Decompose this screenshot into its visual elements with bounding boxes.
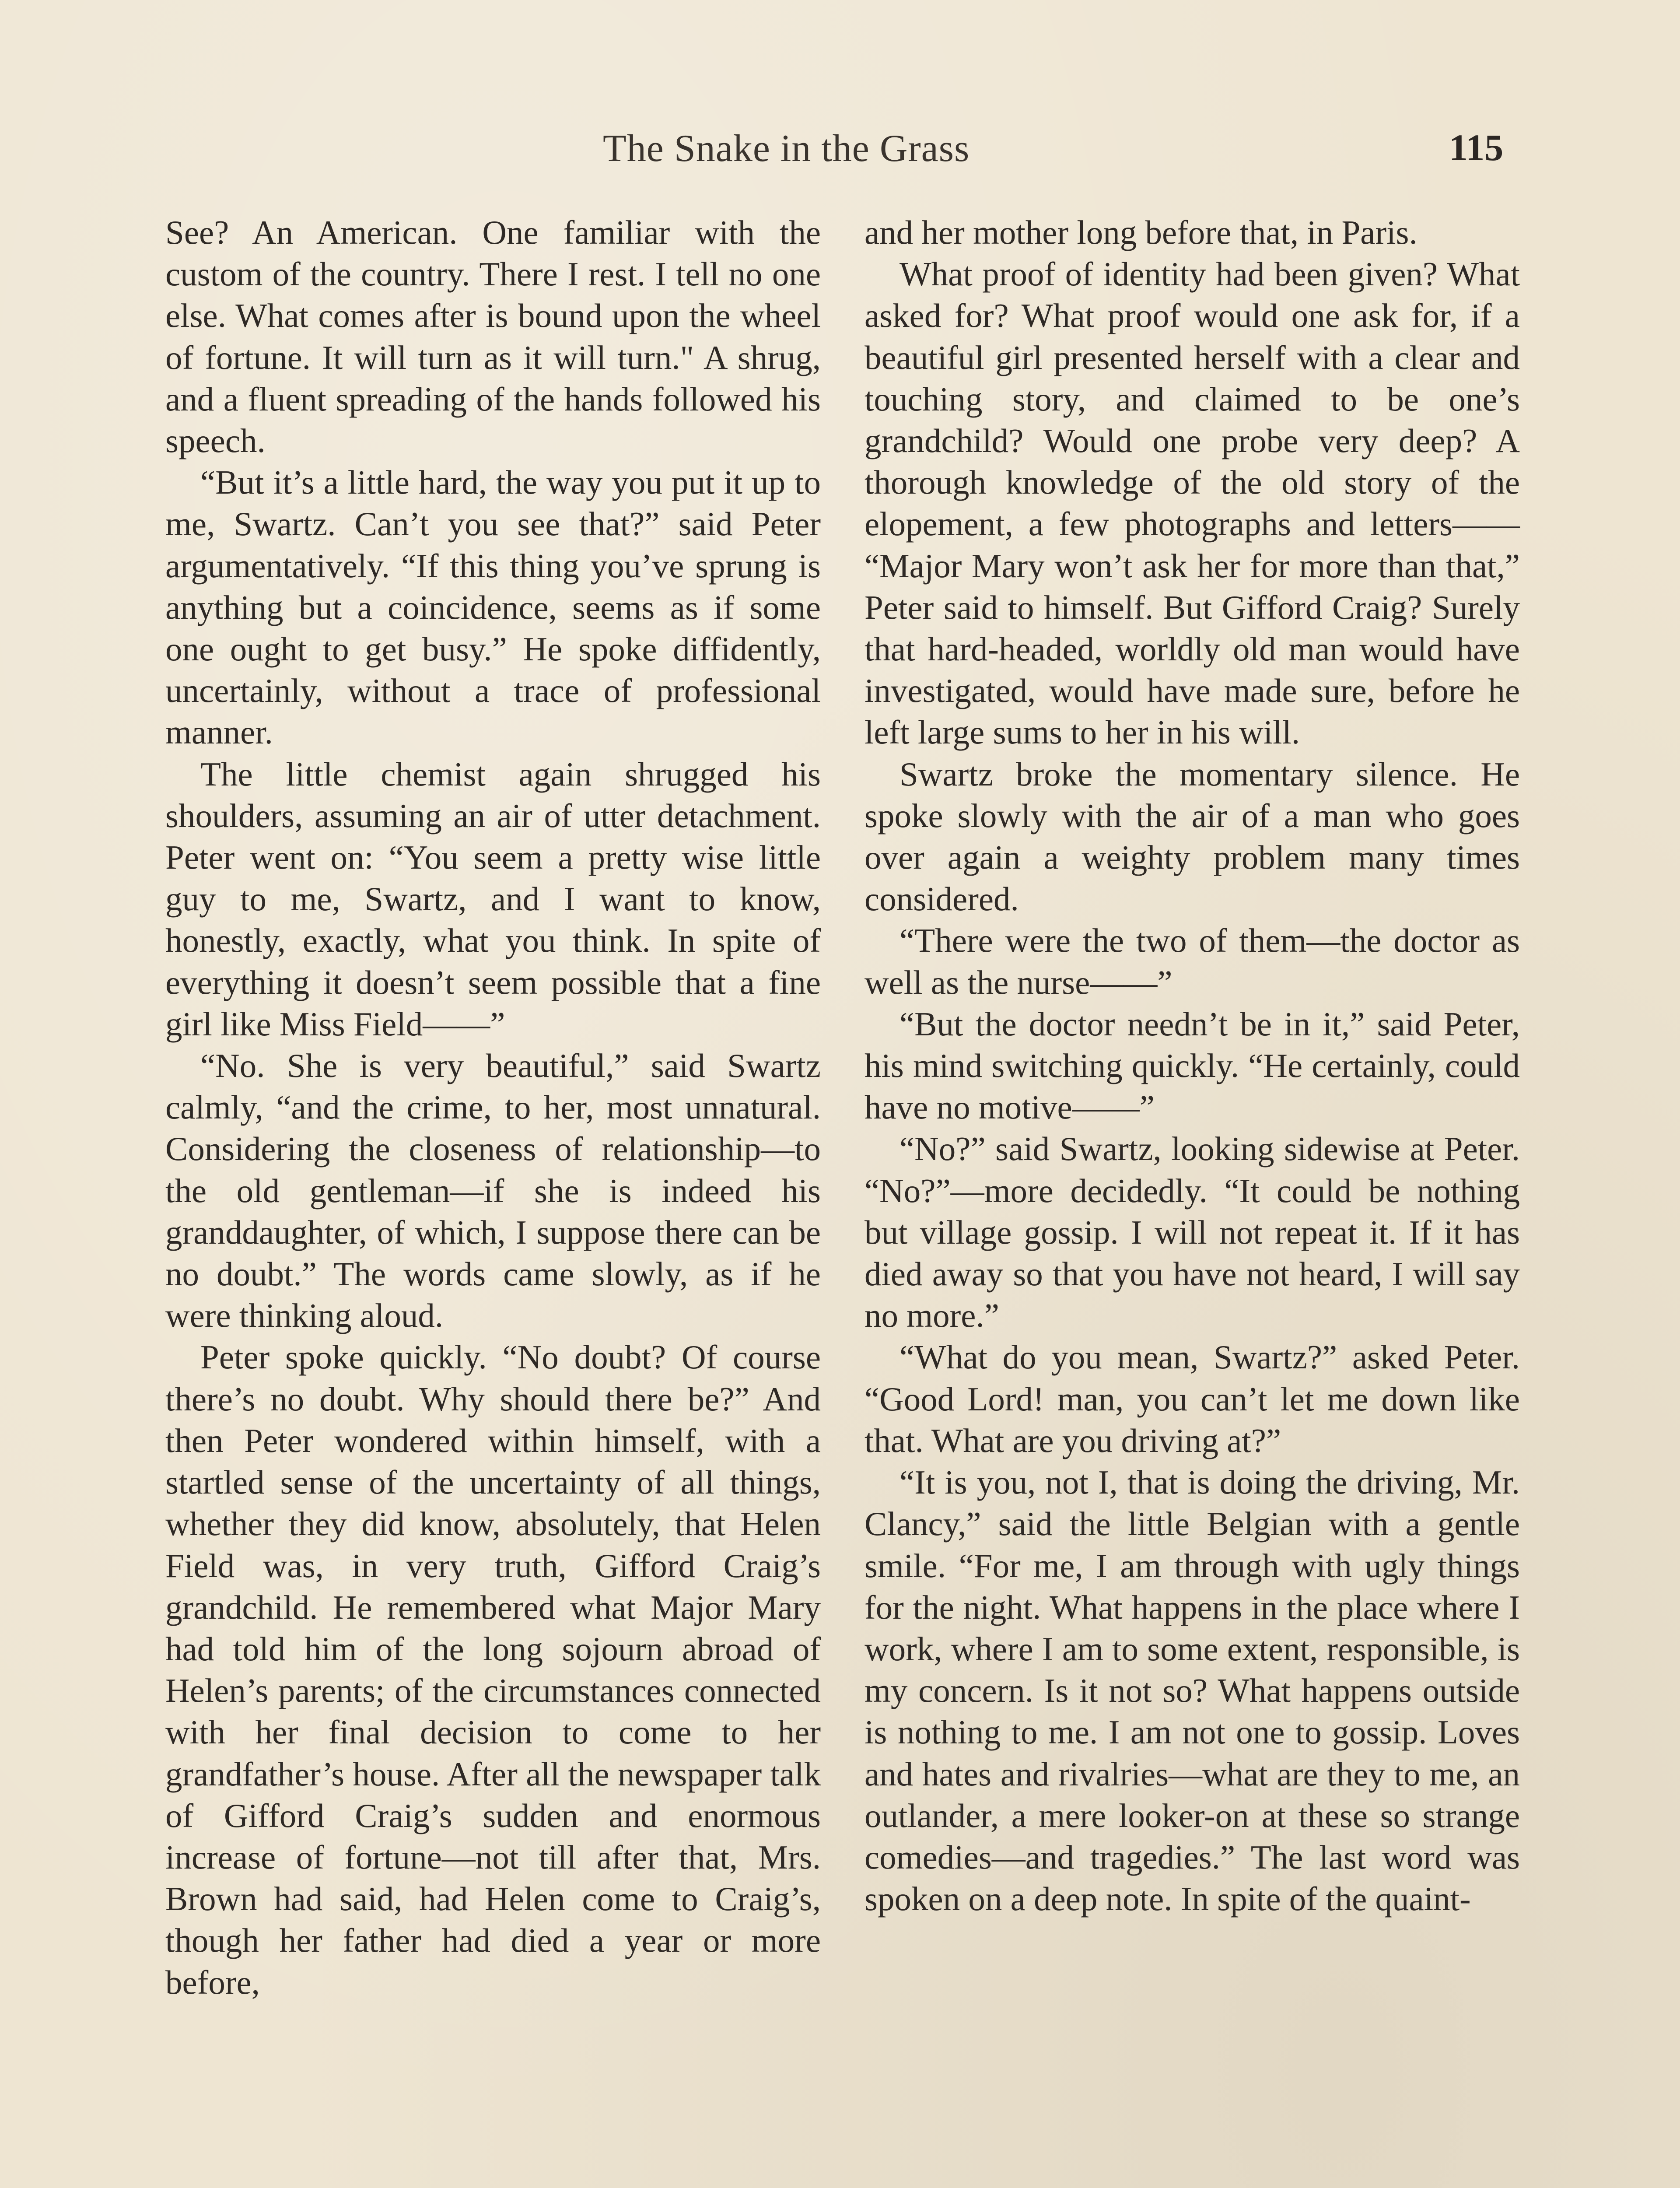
paragraph: “But the doctor needn’t be in it,” said Peter, his mind switching quickly. “He certainly, could have no motive——” (864, 1005, 1520, 1126)
paragraph: What proof of identity had been given? What asked for? What proof would one ask for, if a beautiful girl presented herself with a clear and touching story, and claimed to be one’s grandchild? Would one probe very deep? A thorough knowledge of the old story of the elopement, a few photographs and letters—— “Major Mary won’t ask her for more than that,” Peter said to himself. But Gifford Craig? Surely that hard-headed, worldly old man would have investigated, would have made sure, before he left large sums to her in his will. (864, 255, 1520, 751)
paragraph: See? An American. One familiar with the custom of the country. There I rest. I tell no one else. What comes after is bound upon the wheel of fortune. It will turn as it will turn." A shrug, and a fluent spreading of the hands followed his speech. (165, 214, 821, 460)
paragraph: Peter spoke quickly. “No doubt? Of course there’s no doubt. Why should there be?” And then Peter wondered within himself, with a startled sense of the uncertainty of all things, whether they did know, absolutely, that Helen Field was, in very truth, Gifford Craig’s grandchild. He remembered what Major Mary had told him of the long sojourn abroad of Helen’s parents; of the circumstances connected with her final decision to come to her grandfather’s house. After all the newspaper talk of Gifford Craig’s sudden and enormous increase of fortune—not till after that, Mrs. Brown had said, had Helen come to Craig’s, though her father had died a year or more before, (165, 1338, 821, 2001)
paragraph: Swartz broke the momentary silence. He spoke slowly with the air of a man who goes over again a weighty problem many times considered. (864, 755, 1520, 918)
paragraph: “What do you mean, Swartz?” asked Peter. “Good Lord! man, you can’t let me down like that. What are you driving at?” (864, 1338, 1520, 1459)
paragraph: The little chemist again shrugged his shoulders, assuming an air of utter detachment. Peter went on: “You seem a pretty wise little guy to me, Swartz, and I want to know, honestly, exactly, what you think. In spite of everything it doesn’t seem possible that a fine girl like Miss Field——” (165, 755, 821, 1043)
paragraph: “It is you, not I, that is doing the driving, Mr. Clancy,” said the little Belgian with a gentle smile. “For me, I am through with ugly things for the night. What happens in the place where I work, where I am to some extent, responsible, is my concern. Is it not so? What happens outside is nothing to me. I am not one to gossip. Loves and hates and rivalries—what are they to me, an outlander, a mere looker-on at these so strange comedies—and tragedies.” The last word was spoken on a deep note. In spite of the quaint- (864, 1463, 1520, 1918)
paragraph: and her mother long before that, in Paris. (864, 214, 1418, 251)
paragraph: “There were the two of them—the doctor as well as the nurse——” (864, 922, 1520, 1001)
right-column (864, 212, 1520, 1920)
paragraph: “No?” said Swartz, looking sidewise at Peter. “No?”—more decidedly. “It could be nothing but village gossip. I will not repeat it. If it has died away so that you have not heard, I will say no more.” (864, 1130, 1520, 1335)
running-title: The Snake in the Grass (603, 127, 970, 170)
left-column (165, 212, 821, 2003)
paragraph: “No. She is very beautiful,” said Swartz calmly, “and the crime, to her, most unnatural. Considering the closeness of relationship—to the old gentleman—if she is indeed his granddaughter, of which, I suppose there can be no doubt.” The words came slowly, as if he were thinking aloud. (165, 1047, 821, 1335)
paragraph: “But it’s a little hard, the way you put it up to me, Swartz. Can’t you see that?” said Peter argumentatively. “If this thing you’ve sprung is anything but a coincidence, seems as if some one ought to get busy.” He spoke diffidently, uncertainly, without a trace of professional manner. (165, 463, 821, 751)
page-number: 115 (1449, 126, 1504, 168)
